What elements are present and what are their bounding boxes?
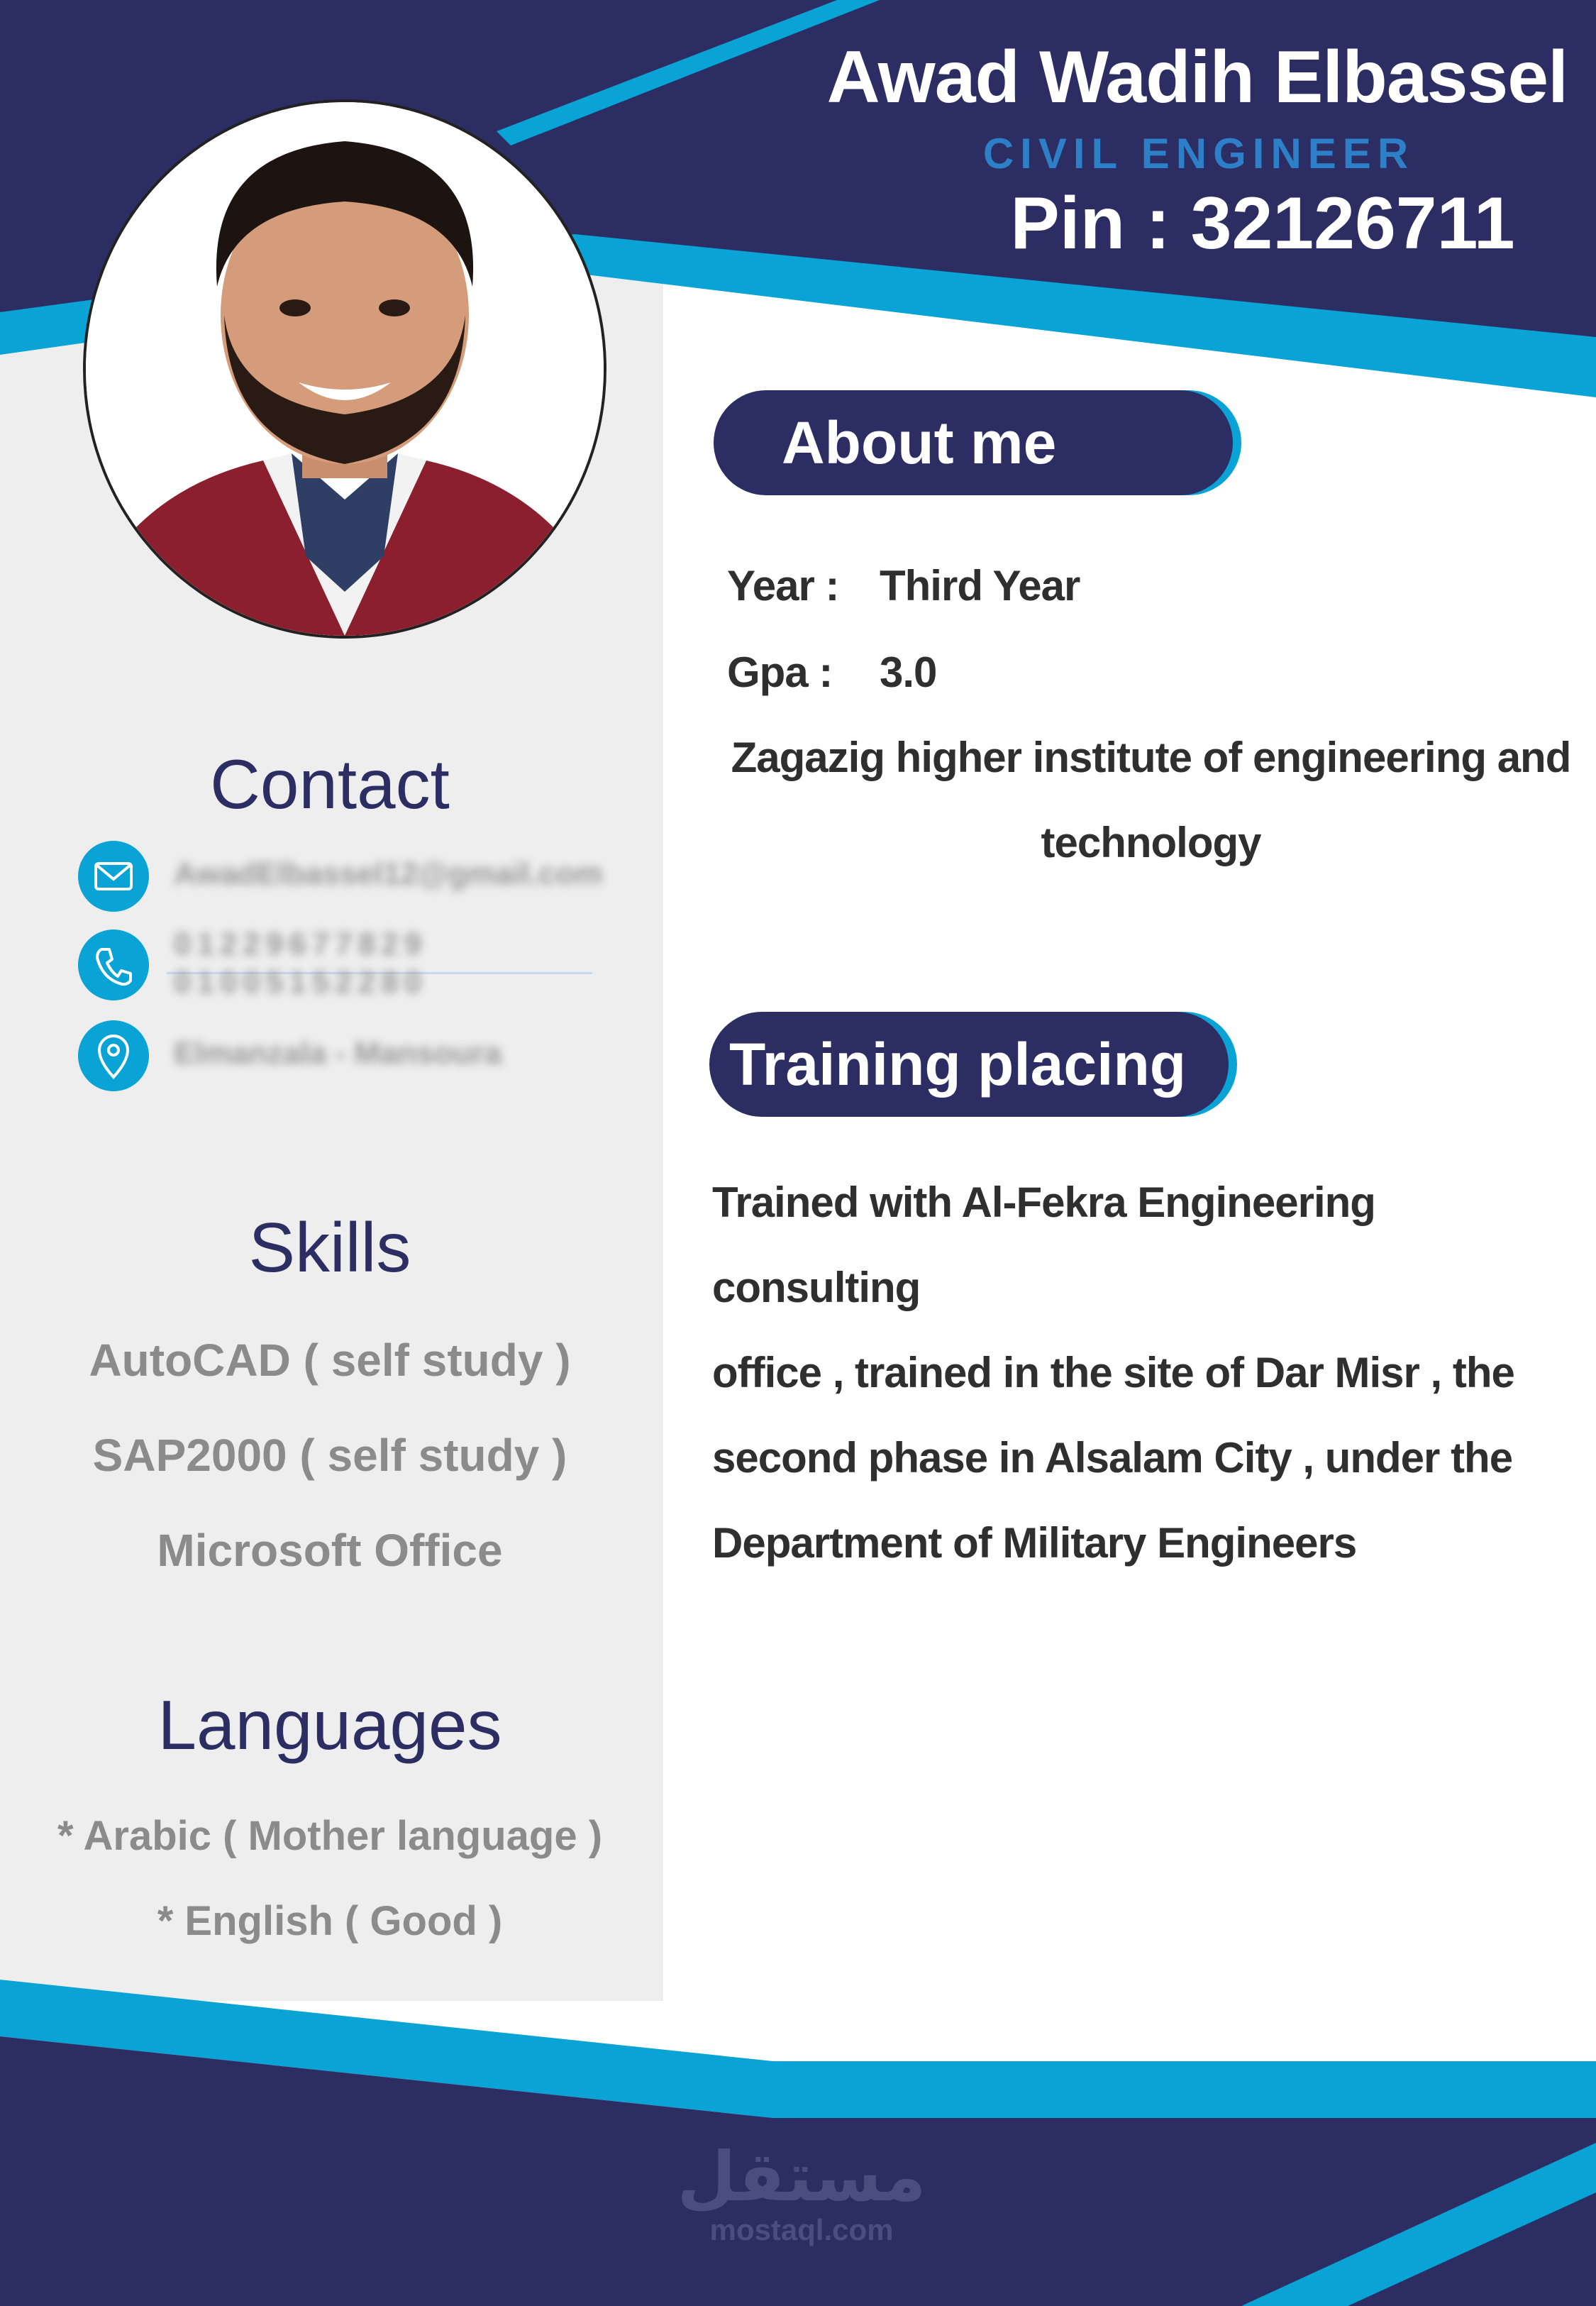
logo-latin-text: mostaql.com (709, 2213, 894, 2246)
candidate-name: Awad Wadih Elbassel (826, 36, 1568, 118)
skills-heading: Skills (248, 1208, 411, 1286)
gpa-label: Gpa : (727, 649, 833, 696)
about-heading-label: About me (714, 390, 1233, 495)
year-label: Year : (727, 562, 839, 609)
contact-email: AwadElbassel12@gmail.com (174, 856, 603, 891)
contact-phone-row (78, 929, 603, 1000)
skill-sap2000: SAP2000 ( self study ) (92, 1430, 567, 1481)
training-line-1: Trained with Al-Fekra Engineering consulting (712, 1179, 1375, 1311)
training-heading (709, 1012, 1229, 1117)
training-line-2: office , trained in the site of Dar Misr , the (712, 1349, 1514, 1396)
mostaql-logo (660, 2137, 943, 2246)
about-heading (714, 390, 1233, 495)
job-title: CIVIL ENGINEER (982, 130, 1415, 177)
pin-number: Pin : 32126711 (1010, 182, 1515, 265)
institute-line-2: technology (1041, 819, 1261, 866)
mail-icon (78, 841, 149, 912)
training-description (712, 1160, 1592, 1586)
contact-phone-2: 01005152280 (174, 965, 428, 1000)
phone-icon (78, 929, 149, 1000)
gpa-value: 3.0 (880, 649, 937, 696)
logo-arabic-text: مستقل (677, 2137, 926, 2217)
language-arabic: * Arabic ( Mother language ) (57, 1813, 603, 1859)
skill-autocad: AutoCAD ( self study ) (89, 1335, 571, 1386)
contact-phone-1: 01229677829 (174, 927, 428, 961)
languages-heading: Languages (157, 1686, 502, 1764)
contact-email-row (78, 841, 603, 912)
location-pin-icon (78, 1020, 149, 1091)
training-line-4: Department of Military Engineers (712, 1519, 1357, 1567)
training-line-3: second phase in Alsalam City , under the (712, 1434, 1513, 1482)
year-value: Third Year (880, 562, 1080, 609)
training-heading-label: Training placing (709, 1012, 1229, 1117)
institute-line-1: Zagazig higher institute of engineering and (731, 734, 1571, 781)
contact-location: Elmanzala - Mansoura (174, 1036, 502, 1071)
contact-heading: Contact (210, 745, 450, 823)
language-english: * English ( Good ) (157, 1898, 503, 1944)
skill-office: Microsoft Office (157, 1525, 503, 1576)
profile-photo (83, 99, 606, 639)
contact-location-row (78, 1020, 603, 1091)
